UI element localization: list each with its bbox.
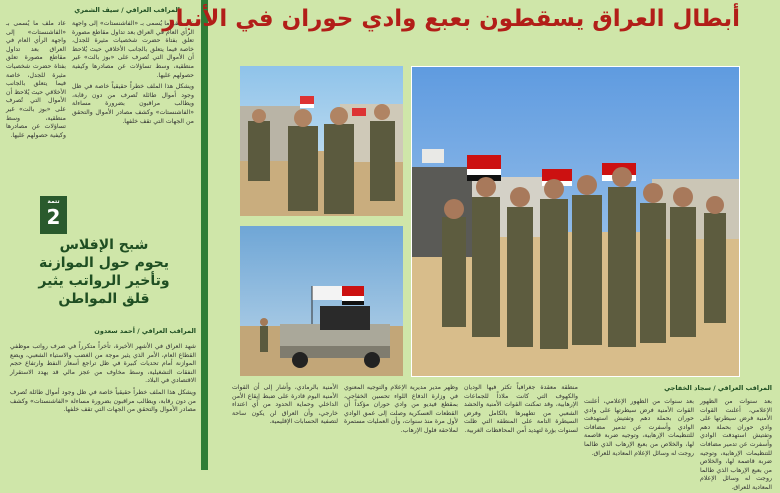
main-paragraph: الأمنية بالرمادي، وأشار إلى أن القوات الأمنية اليوم قادرة على ضبط إيقاع الأمن الداخلي وحماية الحدود من أي اعتداء خارجي، وأن العراق لن يكون ساحة لتصفية الحسابات الإقليمية. [232, 384, 338, 426]
main-paragraph: منطقة معقدة جغرافياً تكثر فيها الوديان والكهوف التي كانت ملاذاً للجماعات الإرهابية، وقد تمكنت القوات الأمنية والحشد الشعبي من تطهيرها بالكامل وفرض السيطرة التامة على المنطقة التي ظلت لسنوات بؤرة لتهديد أمن المحافظات الغربية. [464, 384, 578, 434]
main-paragraph: بعد سنوات من الظهور الإعلامي، أعلنت القوات الأمنية فرض سيطرتها على وادي حوران بحملة دهم وتفتيش استهدفت الوادي وأسفرت عن تدمير مضافات للتنظيمات الإرهابية، وتوجيه ضربة قاصمة لها، والخلاص من بعبع الإرهاب الذي طالما روجت له وسائل الإعلام المعادية للعراق. [700, 398, 772, 491]
side-paragraph: عاد ملف ما يُسمى بـ «الفاشنستات» إلى واجهة الرأي العام في العراق بعد تداول مقاطع مصورة تعلق بفتاة حضرت شخصيات مثيرة للجدل، خاصة فيما يتعلق بالجانب الأخلاقي حيث يُلاحظ أن الأموال التي تُصرف على «بوز بالت» غير منطقية، وسط تساؤلات عن مصادرها وكيفية حصولهم عليها. [72, 20, 194, 79]
main-column-4 [344, 384, 458, 470]
truck-photo-svg [240, 226, 403, 376]
main-paragraph: بعد سنوات من الظهور الإعلامي، أعلنت القوات الأمنية فرض سيطرتها على وادي حوران بحملة دهم وتفتيش استهدفت الوادي وأسفرت عن تدمير مضافات للتنظيمات الإرهابية، وتوجيه ضربة قاصمة لها، والخلاص من بعبع الإرهاب الذي طالما روجت له وسائل الإعلام المعادية للعراق. [584, 398, 694, 457]
side-byline: المراقب العراقي / سيف الشمري [74, 6, 180, 14]
soldiers-photo-small [240, 66, 403, 216]
truck-photo [240, 226, 403, 376]
teaser-headline-line: شبح الإفلاس [59, 237, 149, 253]
teaser-paragraph: شهد العراق في الأشهر الأخيرة، تأخراً متكرراً في صرف رواتب موظفي القطاع العام، الأمر الذي يثير موجة من الغضب والاستياء الشعبي، ويضع الموازنة أمام تحديات كبيرة في ظل تراجع أسعار النفط وارتفاع حجم النفقات التشغيلية، وسط مخاوف من عجز مالي قد يهدد الاستقرار الاقتصادي في البلاد. [10, 343, 196, 385]
continuation-badge [40, 196, 67, 234]
main-column-5 [232, 384, 338, 470]
side-paragraph: عاد ملف ما يُسمى بـ «الفاشنستات» إلى واجهة الرأي العام في العراق بعد تداول مقاطع مصورة تعلق بفتاة حضرت شخصيات مثيرة للجدل، خاصة فيما يتعلق بالجانب الأخلاقي حيث يُلاحظ أن الأموال التي تُصرف على «بوز بالت» غير منطقية، وسط تساؤلات عن مصادرها وكيفية حصولهم عليها. [6, 20, 66, 139]
teaser-headline-line: وتأخير الرواتب يثير [38, 273, 170, 289]
teaser-text [10, 343, 196, 465]
teaser-paragraph: ويشكل هذا الملف خطراً حقيقياً خاصة في ظل وجود أموال طائلة تُصرف من دون رقابة، ويطالب مراقبون بضرورة مساءلة «الفاشنستات» وكشف مصادر الأموال والتحقق من الجهات التي تقف خلفها. [10, 388, 196, 414]
main-column-3 [464, 384, 578, 470]
teaser-headline [10, 236, 198, 308]
main-paragraph: وظهر مدير مديرية الإعلام والتوجيه المعنوي في وزارة الدفاع اللواء تحسين الخفاجي، بمقطع فيديو من وادي حوران مؤكداً أن القطعات العسكرية وصلت إلى عمق الوادي لأول مرة منذ سنوات، وأن العمليات مستمرة لملاحقة فلول الإرهاب. [344, 384, 458, 434]
main-byline: المراقب العراقي / سجاد الخفاجي [664, 384, 772, 392]
teaser-headline-line: قلق المواطن [58, 291, 150, 307]
side-paragraph: ويشكل هذا الملف خطراً حقيقياً خاصة في ظل وجود أموال طائلة تُصرف من دون رقابة، ويطالب مراقبون بضرورة مساءلة «الفاشنستات» وكشف مصادر الأموال والتحقق من الجهات التي تقف خلفها. [72, 83, 194, 125]
soldiers-photo-large [411, 66, 740, 377]
soldiers-photo-large-svg [412, 67, 739, 376]
main-column-1 [700, 398, 772, 491]
column-rule [201, 0, 208, 470]
main-headline: أبطال العراق يسقطون بعبع وادي حوران في الأنبار [162, 6, 740, 32]
soldiers-photo-small-svg [240, 66, 403, 216]
main-column-2 [584, 398, 694, 470]
teaser-headline-line: يحوم حول الموازنة [39, 255, 169, 271]
side-story-text-left [6, 20, 66, 196]
teaser-byline: المراقب العراقي / أحمد سعدون [94, 327, 196, 335]
badge-label: تتمة [47, 198, 60, 205]
side-story-text [72, 20, 194, 212]
badge-number: 2 [46, 205, 61, 229]
